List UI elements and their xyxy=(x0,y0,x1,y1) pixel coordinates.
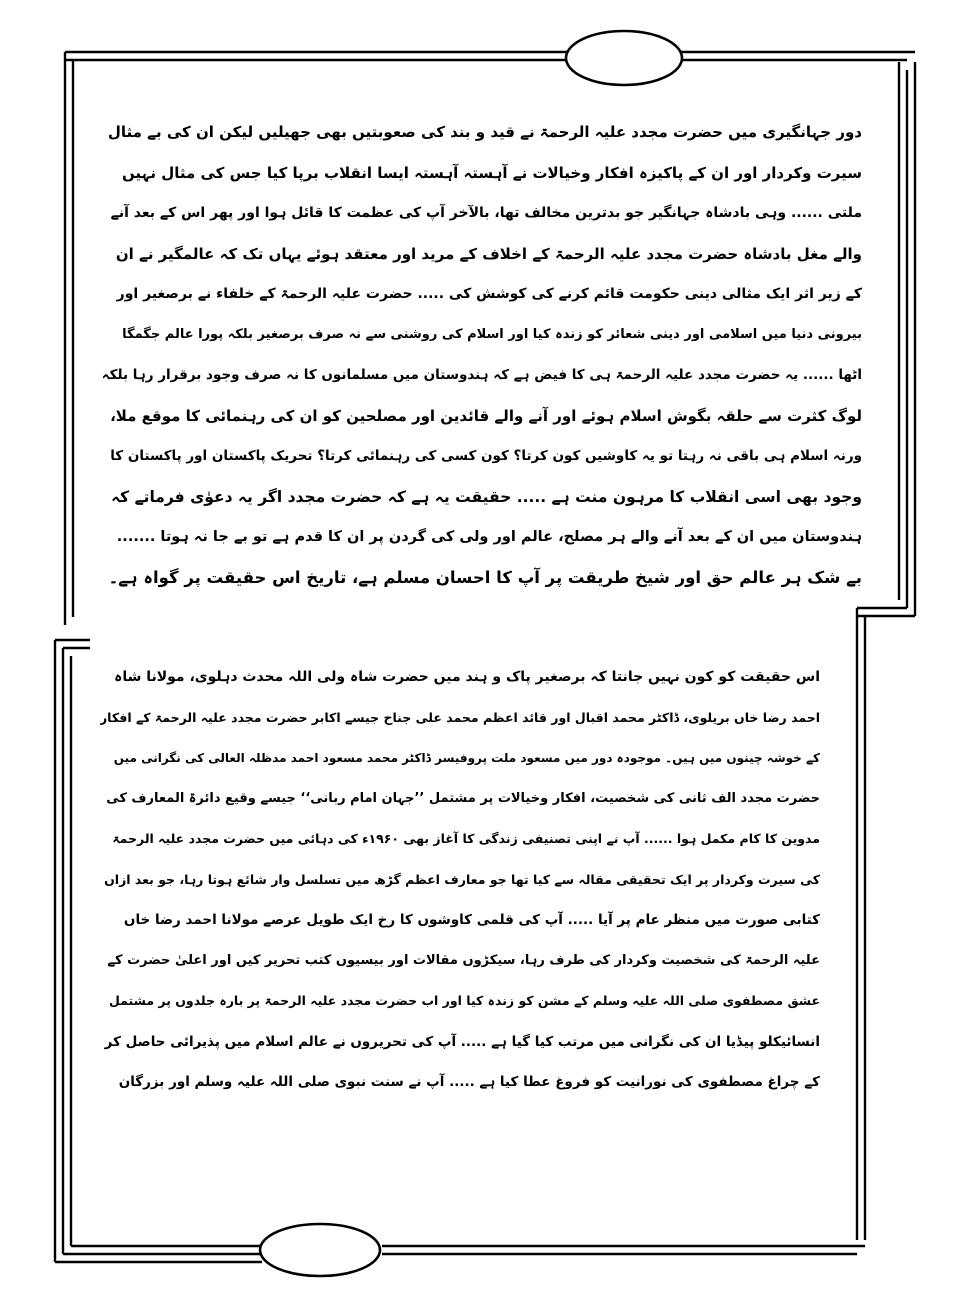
text-line: کی سیرت وکردار پر ایک تحقیقی مقالہ سے کیا تھا جو معارف اعظم گڑھ میں تسلسل وار شائع ہوتا رہا، جو بعد ازاں xyxy=(104,871,820,887)
text-line: بے شک ہر عالم حق اور شیخ طریقت پر آپ کا احسان مسلم ہے، تاریخ اس حقیقت پر گواہ ہے۔ xyxy=(108,567,862,587)
text-line: ملتی ...... وہی بادشاہ جہانگیر جو بدترین مخالف تھا، بالآخر آپ کی عظمت کا قائل ہوا اور پھر اس کے بعد آنے xyxy=(110,205,862,221)
text-line: کتابی صورت میں منظر عام پر آیا ..... آپ کی قلمی کاوشوں کا رخ ایک طویل عرصے مولانا احمد رضا خاں xyxy=(123,912,820,928)
text-line: انسائیکلو پیڈیا ان کی نگرانی میں مرتب کیا گیا ہے ..... آپ کی تحریروں نے عالم اسلام میں پذیرائی حاصل کر xyxy=(104,1033,820,1050)
text-line: والے مغل بادشاہ حضرت مجدد علیہ الرحمۃ کے اخلاف کے مرید اور معتقد ہوئے یہاں تک کہ عالمگیر نے ان xyxy=(115,244,862,263)
text-line: کے خوشہ چینوں میں ہیں۔ موجودہ دور میں مسعود ملت پروفیسر ڈاکٹر محمد مسعود احمد مدظلہ العالی کی نگرانی میں xyxy=(113,751,820,765)
text-line: احمد رضا خاں بریلوی، ڈاکٹر محمد اقبال اور قائد اعظم محمد علی جناح جیسے اکابر حضرت مجدد علیہ الرحمۃ کے افکار xyxy=(100,709,820,725)
text-line: کے چراغ مصطفوی کی نورانیت کو فروغ عطا کیا ہے ..... آپ نے سنت نبوی صلی اللہ علیہ وسلم اور بزرگان xyxy=(118,1074,820,1090)
text-line: کے زیر اثر ایک مثالی دینی حکومت قائم کرنے کی کوشش کی ..... حضرت علیہ الرحمۃ کے خلفاء نے برصغیر اور xyxy=(116,286,862,302)
text-line: اٹھا ...... یہ حضرت مجدد علیہ الرحمۃ ہی کا فیض ہے کہ ہندوستان میں مسلمانوں کا نہ صرف وجود برقرار رہا بلکہ xyxy=(101,367,862,383)
text-line: ورنہ اسلام ہی باقی نہ رہتا تو یہ کاوشیں کون کرتا؟ کون کسی کی رہنمائی کرتا؟ تحریک پاکستان اور پاکستان کا xyxy=(110,448,862,464)
text-line: مدوین کا کام مکمل ہوا ...... آپ نے اپنی تصنیفی زندگی کا آغاز بھی ۱۹۶۰ء کی دہائی میں حضرت مجدد علیہ الرحمۃ xyxy=(112,831,820,846)
text-line: اس حقیقت کو کون نہیں جانتا کہ برصغیر پاک و ہند میں حضرت شاہ ولی اللہ محدث دہلوی، مولانا شاہ xyxy=(114,669,820,685)
text-line: دور جہانگیری میں حضرت مجدد علیہ الرحمۃ نے قید و بند کی صعوبتیں بھی جھیلیں لیکن ان کی بے مثال xyxy=(107,123,862,141)
text-line: وجود بھی اسی انقلاب کا مرہون منت ہے ..... حقیقت یہ ہے کہ حضرت مجدد اگر یہ دعوٰی فرماتے کہ xyxy=(111,487,862,506)
paragraph-continuation xyxy=(100,657,820,1103)
text-line: بیرونی دنیا میں اسلامی اور دینی شعائر کو زندہ کیا اور اسلام کی روشنی سے نہ صرف برصغیر بلکہ پورا عالم جگمگا xyxy=(122,326,862,342)
text-line: عشق مصطفوی صلی اللہ علیہ وسلم کے مشن کو زندہ کیا اور اب حضرت مجدد علیہ الرحمۃ پر بارہ جلدوں پر مشتمل xyxy=(108,993,820,1008)
paragraph-intro xyxy=(100,112,862,598)
text-line: حضرت مجدد الف ثانی کی شخصیت، افکار وخیالات پر مشتمل ’’جہان امام ربانی‘‘ جیسے وقیع دائرۃ المعارف کی xyxy=(106,790,820,806)
text-line: علیہ الرحمۃ کی شخصیت وکردار کی طرف رہا، سیکڑوں مقالات اور بیسیوں کتب تحریر کیں اور اعلیٰ حضرت کے xyxy=(107,952,820,968)
text-line: ہندوستان میں ان کے بعد آنے والے ہر مصلح، عالم اور ولی کی گردن پر ان کا قدم ہے تو بے جا نہ ہوتا ....... xyxy=(116,529,862,545)
text-line: سیرت وکردار اور ان کے پاکیزہ افکار وخیالات نے آہستہ آہستہ ایسا انقلاب برپا کیا جس کی مثال نہیں xyxy=(121,163,862,182)
text-line: لوگ کثرت سے حلقہ بگوش اسلام ہوئے اور آنے والے قائدین اور مصلحین کو ان کی رہنمائی کا موقع ملا، xyxy=(110,406,862,425)
